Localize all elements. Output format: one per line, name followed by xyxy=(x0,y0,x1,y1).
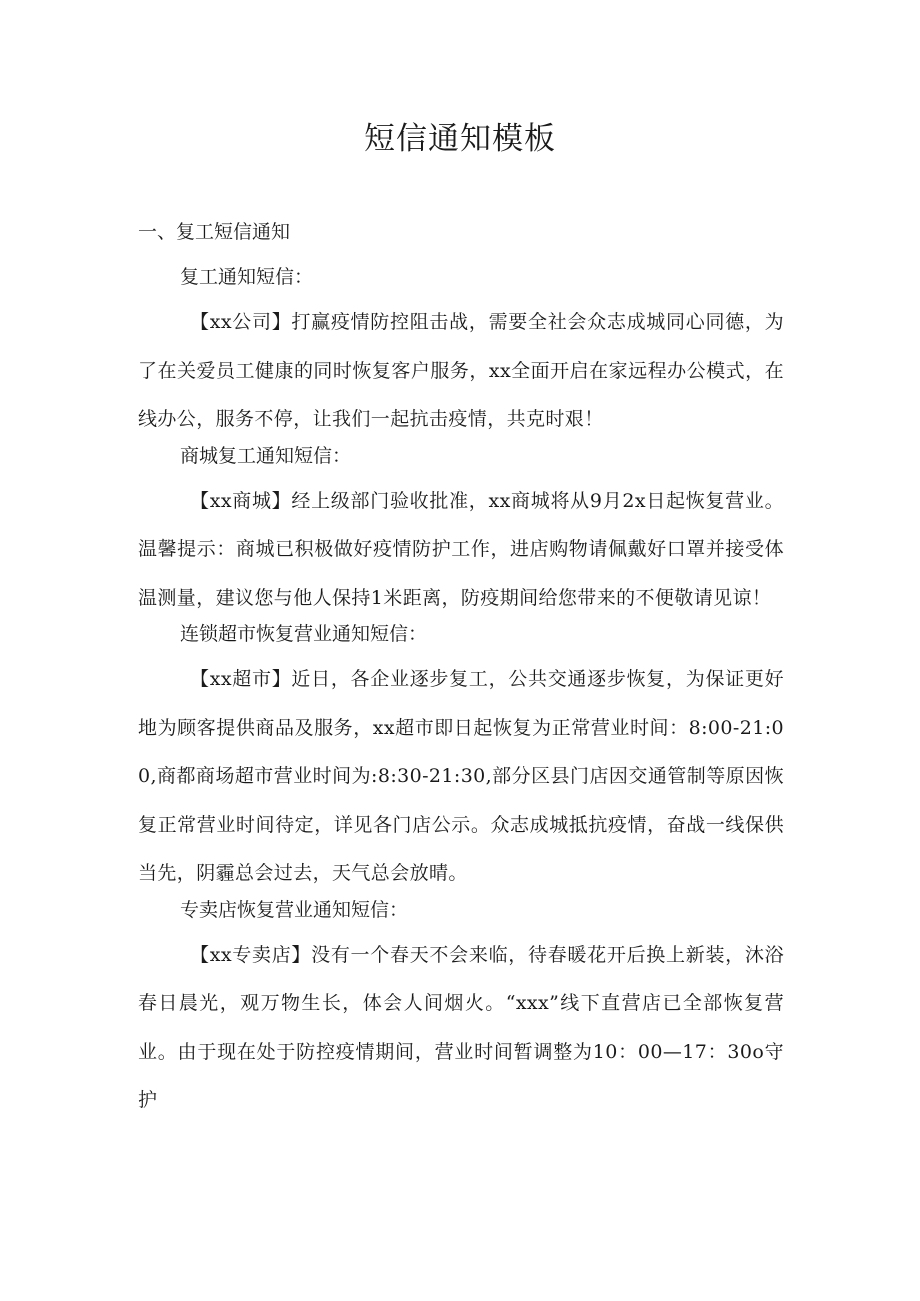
message-title: 商城复工通知短信： xyxy=(180,444,352,467)
section-heading: 一、复工短信通知 xyxy=(138,221,291,243)
document-title: 短信通知模板 xyxy=(364,121,556,157)
message-body: 【xx公司】打赢疫情防控阻击战，需要全社会众志成城同心同德，为了在关爱员工健康的同时恢复客户服务，xx全面开启在家远程办公模式，在线办公，服务不停，让我们一起抗击疫情，共克时艰！ xyxy=(138,311,784,430)
message-body: 【xx超市】近日，各企业逐步复工，公共交通逐步恢复，为保证更好地为顾客提供商品及服务，xx超市即日起恢复为正常营业时间：8:00-21:00,商都商场超市营业时间为:8:30-21:30,部分区县门店因交通管制等原因恢复正常营业时间待定，详见各门店公示。众志成城抵抗疫情，奋战一线保供当先，阴霾总会过去，天气总会放晴。 xyxy=(138,668,784,884)
message-body: 【xx专卖店】没有一个春天不会来临，待春暖花开后换上新装，沐浴春日晨光，观万物生长，体会人间烟火。“xxx”线下直营店已全部恢复营业。由于现在处于防控疫情期间，营业时间暂调整为10：00—17：30o守护 xyxy=(138,943,784,1111)
message-title: 连锁超市恢复营业通知短信： xyxy=(180,623,428,645)
message-title: 专卖店恢复营业通知短信： xyxy=(180,898,409,921)
document-content xyxy=(138,214,784,1119)
message-body: 【xx商城】经上级部门验收批准，xx商城将从9月2x日起恢复营业。温馨提示：商城已积极做好疫情防护工作，进店购物请佩戴好口罩并接受体温测量，建议您与他人保持1米距离，防疫期间给您带来的不便敬请见谅！ xyxy=(138,489,784,609)
message-title: 复工通知短信： xyxy=(180,266,314,288)
